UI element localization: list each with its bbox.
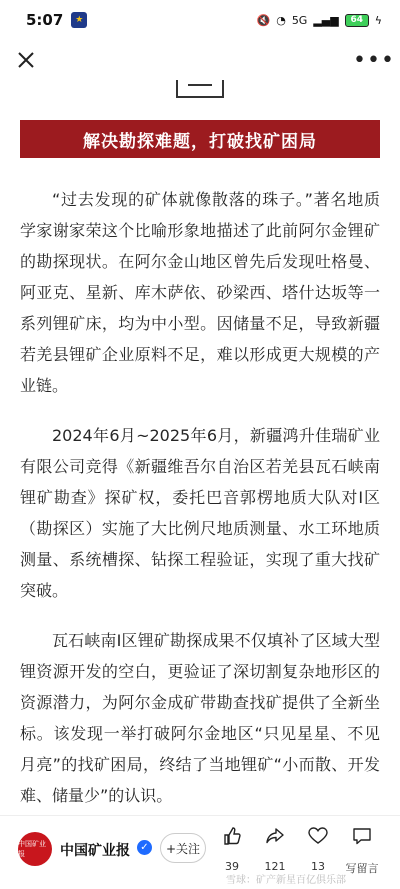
more-icon: •••	[353, 47, 395, 73]
author-name[interactable]: 中国矿业报	[60, 843, 130, 859]
avatar-logo-text: 中国矿业报	[18, 840, 46, 858]
paragraph: 瓦石峡南I区锂矿勘探成果不仅填补了区域大型锂资源开发的空白，更验证了深切割复杂地形区的资源潜力，为阿尔金成矿带勘查找矿提供了全新坐标。该发现一举打破阿尔金地区“只见星星、不见月亮”的找矿困局，终结了当地锂矿“小而散、开发难、储量少”的认识。	[20, 631, 380, 805]
network-label: 5G	[291, 13, 308, 27]
heart-icon	[298, 826, 338, 850]
favorite-button[interactable]	[298, 826, 338, 873]
comment-icon	[340, 826, 384, 850]
paragraph: “过去发现的矿体就像散落的珠子。”著名地质学家谢家荣这个比喻形象地描述了此前阿尔金锂矿的勘探现状。在阿尔金山地区曾先后发现吐格曼、阿亚克、星新、库木萨依、砂梁西、塔什达坂等一系列锂矿床，均为中小型。因储量不足，导致新疆若羌县锂矿企业原料不足，难以形成更大规模的产业链。	[20, 190, 380, 395]
article-body	[20, 184, 380, 830]
app-notification-icon: ★	[71, 12, 87, 28]
favorite-count: 13	[311, 860, 325, 873]
article-image-fragment	[176, 80, 224, 98]
status-indicators	[257, 14, 383, 27]
like-button[interactable]	[212, 826, 252, 873]
share-count: 121	[264, 860, 286, 873]
verified-icon: ✓	[137, 840, 152, 855]
comment-button[interactable]	[340, 826, 384, 876]
like-count: 39	[225, 860, 239, 873]
status-time: 5:07	[26, 11, 64, 29]
silent-icon: 🔇	[256, 13, 271, 27]
wifi-icon: ◔	[276, 13, 286, 27]
nav-bar	[0, 40, 400, 80]
battery-icon: 64	[345, 14, 369, 27]
section-header: 解决勘探难题，打破找矿困局	[20, 120, 380, 158]
share-icon	[255, 826, 295, 850]
close-button[interactable]	[10, 44, 42, 76]
share-button[interactable]	[255, 826, 295, 873]
close-icon	[17, 51, 35, 69]
author-avatar[interactable]	[18, 832, 52, 866]
status-bar	[0, 0, 400, 40]
signal-icon: ▂▄▆	[313, 13, 339, 27]
thumbs-up-icon	[212, 826, 252, 850]
paragraph: 2024年6月~2025年6月，新疆鸿升佳瑞矿业有限公司竞得《新疆维吾尔自治区若羌县瓦石峡南锂矿勘查》探矿权，委托巴音郭楞地质大队对I区（勘探区）实施了大比例尺地质测量、水工环地质测量、系统槽探、钻探工程验证，实现了重大找矿突破。	[20, 426, 380, 600]
charging-icon: ϟ	[374, 13, 382, 27]
more-button[interactable]	[353, 44, 395, 76]
watermark: 雪球：矿产新星百亿俱乐部	[226, 875, 346, 886]
follow-button[interactable]: +关注	[160, 833, 206, 863]
comment-label: 写留言	[345, 862, 379, 875]
